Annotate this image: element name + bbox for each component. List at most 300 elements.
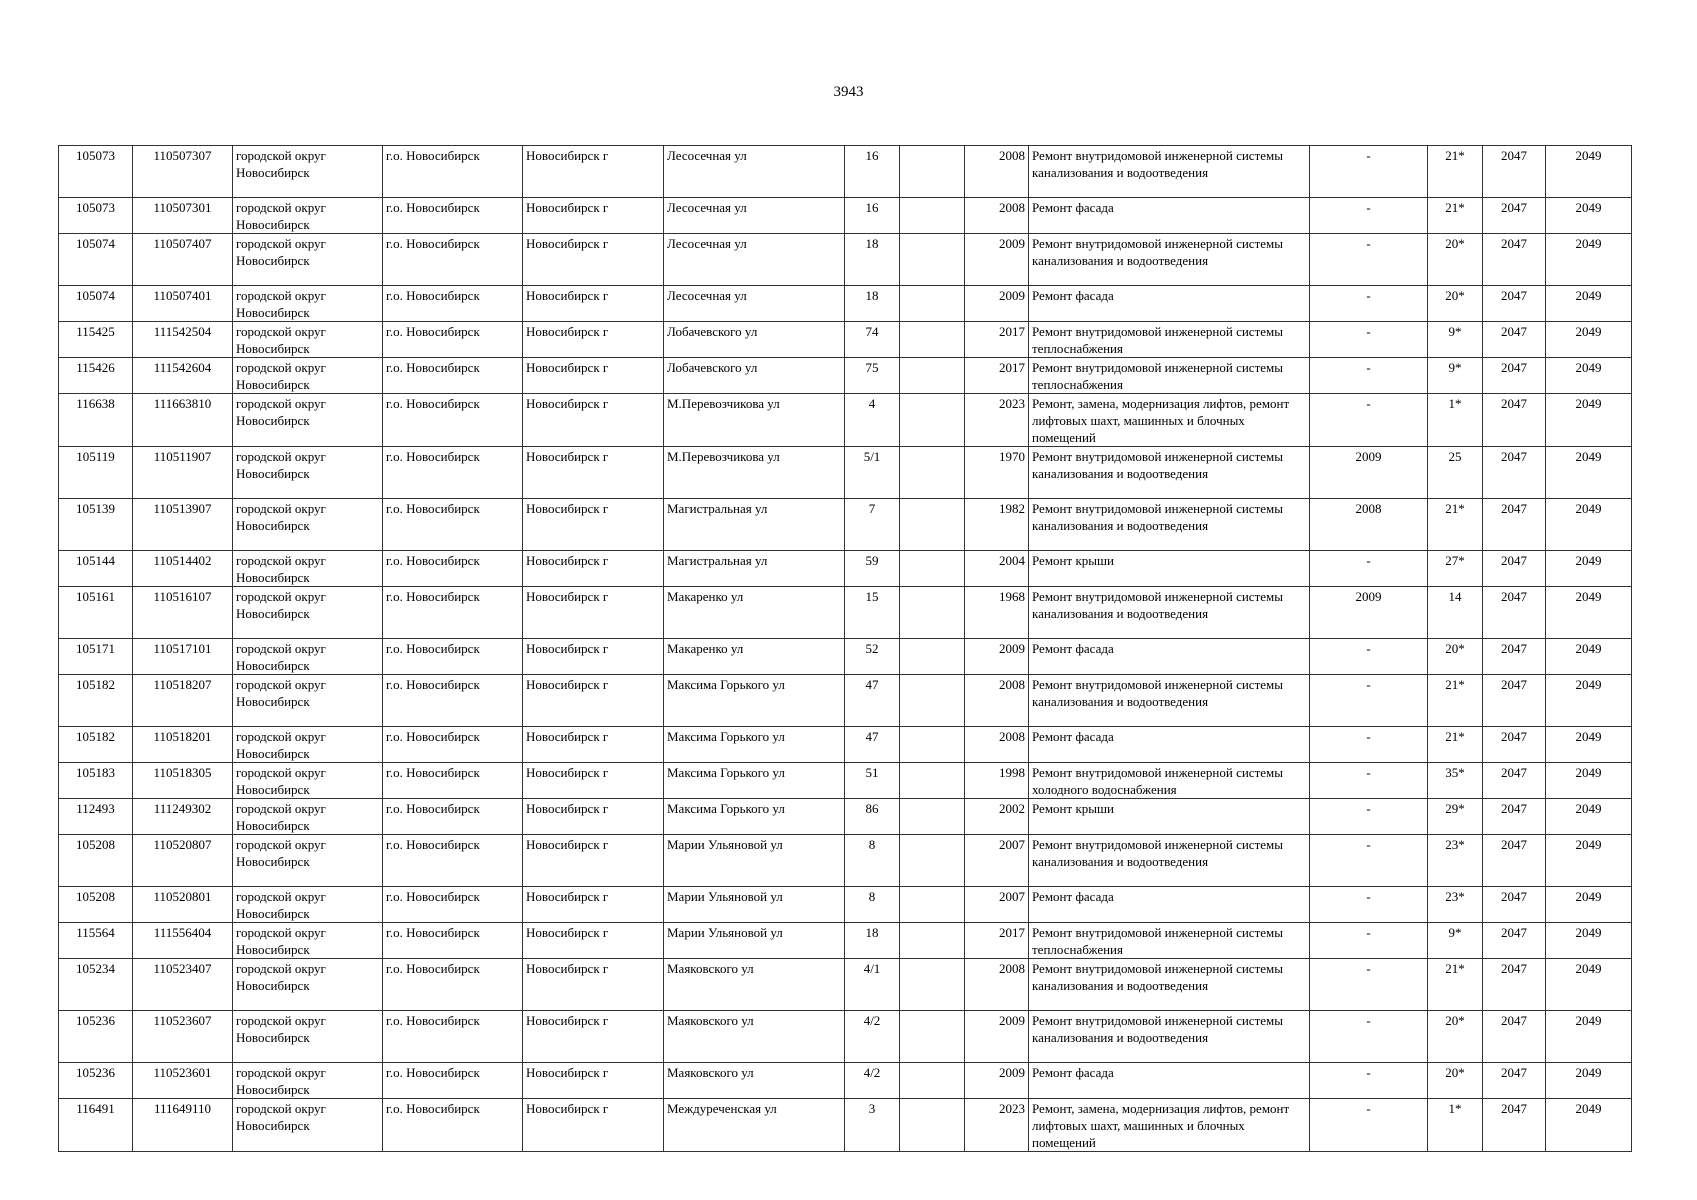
cell-build-year: 1970 <box>965 447 1029 499</box>
cell-settlement: Новосибирск г <box>523 675 664 727</box>
cell-period-to: 2049 <box>1546 1099 1632 1152</box>
cell-district: г.о. Новосибирск <box>383 1063 523 1099</box>
cell-district: г.о. Новосибирск <box>383 198 523 234</box>
cell-period-from: 2047 <box>1483 198 1546 234</box>
cell-house-number: 15 <box>845 587 900 639</box>
cell-period-from: 2047 <box>1483 234 1546 286</box>
table-row <box>59 959 1632 1011</box>
cell-house-id: 105171 <box>59 639 133 675</box>
cell-build-year: 1998 <box>965 763 1029 799</box>
cell-last-repair-year: - <box>1310 198 1428 234</box>
cell-building <box>900 1063 965 1099</box>
cell-period-from: 2047 <box>1483 1011 1546 1063</box>
cell-period-from: 2047 <box>1483 887 1546 923</box>
cell-district: г.о. Новосибирск <box>383 835 523 887</box>
cell-period-from: 2047 <box>1483 358 1546 394</box>
cell-element-code: 110518305 <box>133 763 233 799</box>
cell-building <box>900 551 965 587</box>
cell-work-type: Ремонт внутридомовой инженерной системы канализования и водоотведения <box>1029 234 1310 286</box>
cell-period-to: 2049 <box>1546 887 1632 923</box>
cell-settlement: Новосибирск г <box>523 1099 664 1152</box>
cell-period-to: 2049 <box>1546 727 1632 763</box>
cell-element-code: 110520807 <box>133 835 233 887</box>
cell-last-repair-year: - <box>1310 394 1428 447</box>
cell-element-code: 110518201 <box>133 727 233 763</box>
cell-build-year: 2023 <box>965 1099 1029 1152</box>
cell-district: г.о. Новосибирск <box>383 587 523 639</box>
cell-last-repair-year: 2009 <box>1310 447 1428 499</box>
cell-house-number: 18 <box>845 234 900 286</box>
cell-build-year: 2009 <box>965 234 1029 286</box>
cell-last-repair-year: - <box>1310 1099 1428 1152</box>
cell-build-year: 2004 <box>965 551 1029 587</box>
cell-district: г.о. Новосибирск <box>383 394 523 447</box>
table-row <box>59 799 1632 835</box>
cell-period-from: 2047 <box>1483 322 1546 358</box>
cell-house-number: 4 <box>845 394 900 447</box>
cell-work-type: Ремонт, замена, модернизация лифтов, ремонт лифтовых шахт, машинных и блочных помещений <box>1029 1099 1310 1152</box>
cell-house-id: 115564 <box>59 923 133 959</box>
cell-building <box>900 358 965 394</box>
cell-last-repair-year: 2009 <box>1310 587 1428 639</box>
cell-building <box>900 639 965 675</box>
cell-period-from: 2047 <box>1483 1099 1546 1152</box>
cell-building <box>900 146 965 198</box>
page-number: 3943 <box>833 84 864 100</box>
cell-municipality: городской округ Новосибирск <box>233 763 383 799</box>
cell-house-number: 7 <box>845 499 900 551</box>
cell-municipality: городской округ Новосибирск <box>233 1063 383 1099</box>
cell-settlement: Новосибирск г <box>523 234 664 286</box>
cell-settlement: Новосибирск г <box>523 551 664 587</box>
cell-period-from: 2047 <box>1483 447 1546 499</box>
cell-wear: 1* <box>1428 1099 1483 1152</box>
cell-municipality: городской округ Новосибирск <box>233 587 383 639</box>
cell-municipality: городской округ Новосибирск <box>233 799 383 835</box>
cell-work-type: Ремонт, замена, модернизация лифтов, ремонт лифтовых шахт, машинных и блочных помещений <box>1029 394 1310 447</box>
cell-house-id: 105073 <box>59 198 133 234</box>
cell-building <box>900 887 965 923</box>
table-row <box>59 675 1632 727</box>
cell-municipality: городской округ Новосибирск <box>233 835 383 887</box>
cell-house-id: 105236 <box>59 1011 133 1063</box>
cell-wear: 27* <box>1428 551 1483 587</box>
cell-work-type: Ремонт внутридомовой инженерной системы теплоснабжения <box>1029 322 1310 358</box>
cell-settlement: Новосибирск г <box>523 499 664 551</box>
cell-street: Максима Горького ул <box>664 763 845 799</box>
cell-building <box>900 394 965 447</box>
cell-period-to: 2049 <box>1546 1011 1632 1063</box>
cell-work-type: Ремонт фасада <box>1029 286 1310 322</box>
cell-build-year: 2008 <box>965 959 1029 1011</box>
cell-house-number: 4/1 <box>845 959 900 1011</box>
cell-period-to: 2049 <box>1546 1063 1632 1099</box>
cell-wear: 21* <box>1428 959 1483 1011</box>
cell-municipality: городской округ Новосибирск <box>233 499 383 551</box>
cell-settlement: Новосибирск г <box>523 639 664 675</box>
cell-element-code: 110523607 <box>133 1011 233 1063</box>
cell-element-code: 110507307 <box>133 146 233 198</box>
cell-period-to: 2049 <box>1546 587 1632 639</box>
cell-period-from: 2047 <box>1483 499 1546 551</box>
cell-street: Лобачевского ул <box>664 322 845 358</box>
cell-street: Максима Горького ул <box>664 799 845 835</box>
cell-building <box>900 763 965 799</box>
cell-street: Маяковского ул <box>664 1063 845 1099</box>
cell-build-year: 2009 <box>965 1011 1029 1063</box>
table-row <box>59 763 1632 799</box>
cell-work-type: Ремонт внутридомовой инженерной системы канализования и водоотведения <box>1029 499 1310 551</box>
cell-period-to: 2049 <box>1546 322 1632 358</box>
cell-house-id: 115426 <box>59 358 133 394</box>
cell-building <box>900 675 965 727</box>
cell-last-repair-year: - <box>1310 286 1428 322</box>
cell-period-from: 2047 <box>1483 551 1546 587</box>
cell-period-to: 2049 <box>1546 923 1632 959</box>
cell-build-year: 2008 <box>965 675 1029 727</box>
cell-build-year: 2007 <box>965 887 1029 923</box>
cell-house-number: 18 <box>845 286 900 322</box>
cell-work-type: Ремонт фасада <box>1029 1063 1310 1099</box>
cell-last-repair-year: - <box>1310 959 1428 1011</box>
cell-wear: 9* <box>1428 923 1483 959</box>
cell-period-from: 2047 <box>1483 286 1546 322</box>
cell-build-year: 2009 <box>965 1063 1029 1099</box>
cell-house-id: 112493 <box>59 799 133 835</box>
cell-build-year: 1968 <box>965 587 1029 639</box>
cell-house-id: 105234 <box>59 959 133 1011</box>
cell-house-id: 105119 <box>59 447 133 499</box>
cell-wear: 21* <box>1428 198 1483 234</box>
table-row <box>59 727 1632 763</box>
cell-period-from: 2047 <box>1483 394 1546 447</box>
cell-element-code: 111542604 <box>133 358 233 394</box>
cell-element-code: 111249302 <box>133 799 233 835</box>
cell-element-code: 111542504 <box>133 322 233 358</box>
cell-last-repair-year: - <box>1310 675 1428 727</box>
cell-wear: 9* <box>1428 322 1483 358</box>
cell-period-to: 2049 <box>1546 286 1632 322</box>
cell-last-repair-year: - <box>1310 799 1428 835</box>
cell-settlement: Новосибирск г <box>523 835 664 887</box>
cell-settlement: Новосибирск г <box>523 447 664 499</box>
cell-municipality: городской округ Новосибирск <box>233 394 383 447</box>
cell-settlement: Новосибирск г <box>523 1011 664 1063</box>
cell-district: г.о. Новосибирск <box>383 1011 523 1063</box>
cell-settlement: Новосибирск г <box>523 923 664 959</box>
cell-street: Магистральная ул <box>664 551 845 587</box>
cell-municipality: городской округ Новосибирск <box>233 639 383 675</box>
table-row <box>59 923 1632 959</box>
cell-street: Марии Ульяновой ул <box>664 923 845 959</box>
cell-municipality: городской округ Новосибирск <box>233 286 383 322</box>
cell-last-repair-year: - <box>1310 551 1428 587</box>
cell-settlement: Новосибирск г <box>523 358 664 394</box>
cell-district: г.о. Новосибирск <box>383 763 523 799</box>
cell-wear: 1* <box>1428 394 1483 447</box>
table-row <box>59 1011 1632 1063</box>
cell-street: Максима Горького ул <box>664 727 845 763</box>
cell-street: Марии Ульяновой ул <box>664 835 845 887</box>
cell-wear: 21* <box>1428 499 1483 551</box>
cell-period-from: 2047 <box>1483 799 1546 835</box>
cell-district: г.о. Новосибирск <box>383 959 523 1011</box>
cell-district: г.о. Новосибирск <box>383 551 523 587</box>
table-row <box>59 835 1632 887</box>
cell-district: г.о. Новосибирск <box>383 499 523 551</box>
cell-house-id: 116491 <box>59 1099 133 1152</box>
cell-street: Макаренко ул <box>664 639 845 675</box>
cell-house-number: 52 <box>845 639 900 675</box>
cell-element-code: 111649110 <box>133 1099 233 1152</box>
repair-registry-table <box>58 145 1632 1152</box>
cell-building <box>900 499 965 551</box>
cell-municipality: городской округ Новосибирск <box>233 198 383 234</box>
cell-element-code: 110518207 <box>133 675 233 727</box>
cell-house-number: 3 <box>845 1099 900 1152</box>
cell-period-to: 2049 <box>1546 675 1632 727</box>
cell-wear: 35* <box>1428 763 1483 799</box>
cell-house-id: 105074 <box>59 286 133 322</box>
cell-period-to: 2049 <box>1546 959 1632 1011</box>
cell-period-to: 2049 <box>1546 198 1632 234</box>
table-row <box>59 394 1632 447</box>
table-row <box>59 587 1632 639</box>
cell-district: г.о. Новосибирск <box>383 675 523 727</box>
cell-house-number: 74 <box>845 322 900 358</box>
cell-build-year: 2017 <box>965 322 1029 358</box>
cell-last-repair-year: - <box>1310 887 1428 923</box>
cell-last-repair-year: - <box>1310 835 1428 887</box>
cell-element-code: 110507407 <box>133 234 233 286</box>
cell-street: Лесосечная ул <box>664 234 845 286</box>
cell-build-year: 2007 <box>965 835 1029 887</box>
cell-last-repair-year: - <box>1310 639 1428 675</box>
cell-street: Маяковского ул <box>664 959 845 1011</box>
cell-house-number: 47 <box>845 675 900 727</box>
cell-last-repair-year: - <box>1310 146 1428 198</box>
cell-house-number: 16 <box>845 146 900 198</box>
cell-municipality: городской округ Новосибирск <box>233 322 383 358</box>
cell-house-id: 115425 <box>59 322 133 358</box>
table-row <box>59 1099 1632 1152</box>
cell-period-from: 2047 <box>1483 959 1546 1011</box>
cell-last-repair-year: - <box>1310 1063 1428 1099</box>
cell-element-code: 110517101 <box>133 639 233 675</box>
cell-building <box>900 286 965 322</box>
cell-municipality: городской округ Новосибирск <box>233 1011 383 1063</box>
cell-work-type: Ремонт внутридомовой инженерной системы канализования и водоотведения <box>1029 835 1310 887</box>
cell-house-number: 4/2 <box>845 1011 900 1063</box>
cell-street: Лесосечная ул <box>664 198 845 234</box>
cell-settlement: Новосибирск г <box>523 959 664 1011</box>
cell-period-from: 2047 <box>1483 1063 1546 1099</box>
cell-wear: 9* <box>1428 358 1483 394</box>
cell-settlement: Новосибирск г <box>523 198 664 234</box>
table-row <box>59 639 1632 675</box>
table-row <box>59 234 1632 286</box>
cell-district: г.о. Новосибирск <box>383 639 523 675</box>
cell-municipality: городской округ Новосибирск <box>233 959 383 1011</box>
cell-municipality: городской округ Новосибирск <box>233 1099 383 1152</box>
cell-element-code: 110516107 <box>133 587 233 639</box>
cell-build-year: 2002 <box>965 799 1029 835</box>
cell-wear: 20* <box>1428 286 1483 322</box>
cell-house-id: 105139 <box>59 499 133 551</box>
cell-house-id: 105144 <box>59 551 133 587</box>
cell-period-to: 2049 <box>1546 447 1632 499</box>
cell-build-year: 2008 <box>965 198 1029 234</box>
cell-settlement: Новосибирск г <box>523 799 664 835</box>
cell-street: М.Перевозчикова ул <box>664 447 845 499</box>
cell-wear: 29* <box>1428 799 1483 835</box>
cell-house-number: 8 <box>845 835 900 887</box>
cell-municipality: городской округ Новосибирск <box>233 887 383 923</box>
cell-period-from: 2047 <box>1483 587 1546 639</box>
cell-work-type: Ремонт внутридомовой инженерной системы канализования и водоотведения <box>1029 959 1310 1011</box>
cell-house-number: 51 <box>845 763 900 799</box>
cell-settlement: Новосибирск г <box>523 146 664 198</box>
cell-house-number: 59 <box>845 551 900 587</box>
cell-street: Марии Ульяновой ул <box>664 887 845 923</box>
cell-period-from: 2047 <box>1483 675 1546 727</box>
cell-period-to: 2049 <box>1546 358 1632 394</box>
cell-element-code: 110520801 <box>133 887 233 923</box>
cell-house-id: 116638 <box>59 394 133 447</box>
cell-house-number: 4/2 <box>845 1063 900 1099</box>
cell-district: г.о. Новосибирск <box>383 322 523 358</box>
cell-wear: 14 <box>1428 587 1483 639</box>
cell-element-code: 110523601 <box>133 1063 233 1099</box>
cell-build-year: 2009 <box>965 286 1029 322</box>
cell-period-from: 2047 <box>1483 727 1546 763</box>
cell-build-year: 2009 <box>965 639 1029 675</box>
cell-house-number: 16 <box>845 198 900 234</box>
cell-settlement: Новосибирск г <box>523 394 664 447</box>
cell-wear: 23* <box>1428 835 1483 887</box>
cell-period-from: 2047 <box>1483 146 1546 198</box>
cell-build-year: 2008 <box>965 727 1029 763</box>
cell-municipality: городской округ Новосибирск <box>233 923 383 959</box>
table-row <box>59 286 1632 322</box>
cell-last-repair-year: - <box>1310 322 1428 358</box>
cell-work-type: Ремонт фасада <box>1029 727 1310 763</box>
cell-district: г.о. Новосибирск <box>383 234 523 286</box>
cell-element-code: 110507301 <box>133 198 233 234</box>
cell-wear: 25 <box>1428 447 1483 499</box>
cell-work-type: Ремонт внутридомовой инженерной системы канализования и водоотведения <box>1029 675 1310 727</box>
cell-work-type: Ремонт внутридомовой инженерной системы теплоснабжения <box>1029 923 1310 959</box>
cell-work-type: Ремонт фасада <box>1029 198 1310 234</box>
cell-element-code: 110513907 <box>133 499 233 551</box>
cell-house-id: 105208 <box>59 887 133 923</box>
cell-settlement: Новосибирск г <box>523 763 664 799</box>
cell-build-year: 2023 <box>965 394 1029 447</box>
cell-building <box>900 959 965 1011</box>
cell-district: г.о. Новосибирск <box>383 887 523 923</box>
cell-last-repair-year: - <box>1310 234 1428 286</box>
cell-house-number: 5/1 <box>845 447 900 499</box>
cell-period-from: 2047 <box>1483 923 1546 959</box>
table-body <box>59 146 1632 1152</box>
cell-building <box>900 923 965 959</box>
cell-element-code: 110514402 <box>133 551 233 587</box>
cell-period-to: 2049 <box>1546 835 1632 887</box>
cell-municipality: городской округ Новосибирск <box>233 727 383 763</box>
table-row <box>59 551 1632 587</box>
cell-work-type: Ремонт крыши <box>1029 799 1310 835</box>
table-row <box>59 499 1632 551</box>
cell-street: Максима Горького ул <box>664 675 845 727</box>
cell-work-type: Ремонт крыши <box>1029 551 1310 587</box>
cell-settlement: Новосибирск г <box>523 286 664 322</box>
cell-building <box>900 1011 965 1063</box>
cell-settlement: Новосибирск г <box>523 727 664 763</box>
cell-district: г.о. Новосибирск <box>383 727 523 763</box>
cell-settlement: Новосибирск г <box>523 587 664 639</box>
cell-street: Междуреченская ул <box>664 1099 845 1152</box>
cell-building <box>900 587 965 639</box>
table-row <box>59 198 1632 234</box>
cell-wear: 20* <box>1428 1063 1483 1099</box>
cell-district: г.о. Новосибирск <box>383 358 523 394</box>
cell-work-type: Ремонт фасада <box>1029 639 1310 675</box>
cell-house-number: 75 <box>845 358 900 394</box>
cell-house-number: 8 <box>845 887 900 923</box>
cell-house-id: 105161 <box>59 587 133 639</box>
cell-district: г.о. Новосибирск <box>383 923 523 959</box>
cell-wear: 20* <box>1428 639 1483 675</box>
cell-period-from: 2047 <box>1483 639 1546 675</box>
table-row <box>59 447 1632 499</box>
cell-district: г.о. Новосибирск <box>383 799 523 835</box>
cell-work-type: Ремонт фасада <box>1029 887 1310 923</box>
cell-last-repair-year: - <box>1310 763 1428 799</box>
cell-period-to: 2049 <box>1546 799 1632 835</box>
cell-municipality: городской округ Новосибирск <box>233 234 383 286</box>
cell-house-id: 105074 <box>59 234 133 286</box>
cell-wear: 21* <box>1428 727 1483 763</box>
cell-house-id: 105236 <box>59 1063 133 1099</box>
table-row <box>59 358 1632 394</box>
cell-building <box>900 198 965 234</box>
table-row <box>59 322 1632 358</box>
cell-district: г.о. Новосибирск <box>383 1099 523 1152</box>
cell-period-to: 2049 <box>1546 763 1632 799</box>
cell-wear: 20* <box>1428 234 1483 286</box>
cell-building <box>900 835 965 887</box>
cell-period-from: 2047 <box>1483 763 1546 799</box>
cell-work-type: Ремонт внутридомовой инженерной системы канализования и водоотведения <box>1029 1011 1310 1063</box>
cell-work-type: Ремонт внутридомовой инженерной системы канализования и водоотведения <box>1029 587 1310 639</box>
cell-period-to: 2049 <box>1546 146 1632 198</box>
cell-work-type: Ремонт внутридомовой инженерной системы канализования и водоотведения <box>1029 146 1310 198</box>
cell-district: г.о. Новосибирск <box>383 286 523 322</box>
cell-house-id: 105182 <box>59 727 133 763</box>
cell-municipality: городской округ Новосибирск <box>233 358 383 394</box>
cell-period-to: 2049 <box>1546 234 1632 286</box>
cell-build-year: 2017 <box>965 923 1029 959</box>
cell-period-to: 2049 <box>1546 499 1632 551</box>
cell-last-repair-year: - <box>1310 358 1428 394</box>
cell-settlement: Новосибирск г <box>523 322 664 358</box>
cell-street: Лесосечная ул <box>664 146 845 198</box>
table-row <box>59 1063 1632 1099</box>
cell-house-id: 105182 <box>59 675 133 727</box>
cell-street: Магистральная ул <box>664 499 845 551</box>
cell-house-id: 105208 <box>59 835 133 887</box>
cell-house-number: 86 <box>845 799 900 835</box>
